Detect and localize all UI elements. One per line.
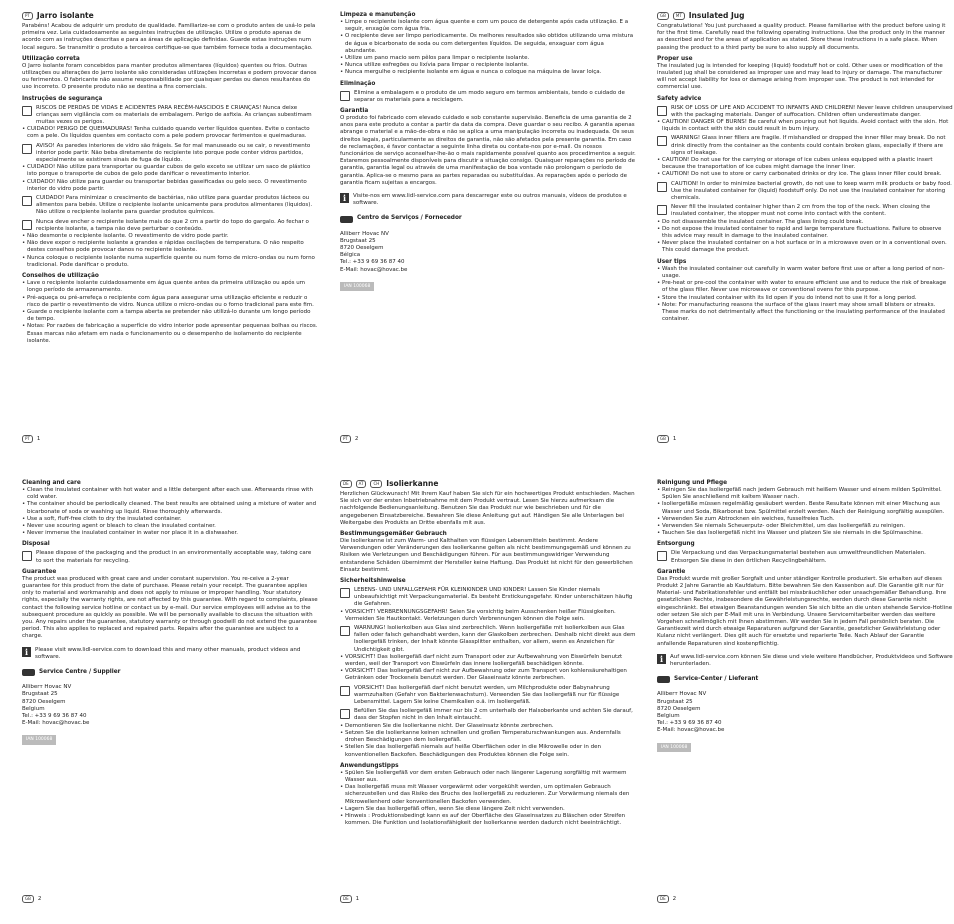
safety-list: • CUIDADO! PERIGO DE QUEIMADURAS! Tenha cuidado quando verter líquidos quentes. Evite o contacto com a pele. Os líquidos quentes em contacto com a pele podem provocar ferimentos e queimaduras. bbox=[22, 126, 318, 140]
ian-label: IAN 100068 bbox=[22, 735, 56, 744]
child-warning-icon bbox=[22, 106, 32, 116]
section-heading: Anwendungstipps bbox=[340, 762, 399, 769]
section-heading: Sicherheitshinweise bbox=[340, 578, 406, 585]
section-heading: Garantie bbox=[657, 568, 686, 575]
warning-item: RISK OF LOSS OF LIFE AND ACCIDENT TO INFANTS AND CHILDREN! Never leave children unsupervised with the packaging materials. Danger of suffocation. Children often underestimate danger. bbox=[657, 105, 953, 119]
lang-badge: DE bbox=[340, 480, 352, 488]
fill-level-icon bbox=[657, 205, 667, 215]
section-heading: User tips bbox=[657, 258, 687, 265]
phone-icon bbox=[340, 216, 353, 223]
safety-list: • CUIDADO! Não utilize para transportar ou guardar cubos de gelo exceto se utilizar um saco de plástico isto porque o transporte de cubos de gelo pode danificar o revestimento interior. • CUIDADO! Não utilize para guardar ou transportar bebidas gaseificadas ou gelo seco. O revestimento interior do vidro pode partir. bbox=[22, 164, 318, 193]
intro-text: Parabéns! Acabou de adquirir um produto de qualidade. Familiarize-se com o produto antes de usá-lo pela primeira vez. Leia cuidadosamente as seguintes instruções de utilização. Utilize o produto apenas de acordo com as instruções descritas e para as áreas de aplicação definidas. Guarde estas instruções num local seguro. Se transmitir o produto a terceiros certifique-se que também fornece toda a documentação. bbox=[22, 23, 316, 51]
info-icon: i bbox=[657, 654, 666, 664]
tips-list: • Wash the insulated container out carefully in warm water before first use or after a long period of non-usage. • Pre-heat or pre-cool the container with water to ensure efficient use and to reduce the risk of breakage of the glass filler. Never use microwave or conventional ovens for this purpose. • Store the insulated container with its lid open if you do intend not to use it for a long period. • Note: For manufacturing reasons the surface of the glass insert may show small blisters or streaks. These marks do not detrimentally affect the functioning or the insulating performance of the insulated container. bbox=[657, 266, 953, 324]
lang-badge: MT bbox=[673, 12, 685, 20]
page-gb-2 bbox=[22, 480, 318, 745]
page-number: DE 1 bbox=[340, 895, 359, 903]
proper-use-text: O Jarro isolante foram concebidos para manter produtos alimentares (líquidos) quentes ou frios. Outras utilizações ou alterações do jarro isolante são consideradas utilizações incorretas e podem provocar danos ou ferimentos. O fabricante não assume responsabilidade por quaisquer perdas ou danos resultantes do uso incorreto. O presente produto não se destina a fins comerciais. bbox=[22, 62, 317, 91]
warning-item: RISCOS DE PERDAS DE VIDAS E ACIDENTES PARA RECÉM-NASCIDOS E CRIANÇAS! Nunca deixe crianças sem vigilância com os materiais de embalagem. Perigo de asfixia. As crianças subestimam muitas vezes os perigos. bbox=[22, 105, 318, 127]
warning-item: Nunca deve encher o recipiente isolante mais do que 2 cm a partir do topo do gargalo. Ao fechar o recipiente isolante, a tampa não deve perturbar o conteúdo. bbox=[22, 219, 318, 233]
page-number: PT 1 bbox=[22, 435, 40, 443]
guarantee-text: O produto foi fabricado com elevado cuidado e sob constante supervisão. Beneficia de uma garantia de 2 anos para este produto a contar a partir da data da compra. Deve guardar o seu recibo. A garantia apenas abrange o material e a mão-de-obra e não se aplica a uma manipulação incorreta ou inadequada. Os seus direitos legais, particularmente as direitos de garantia, não são afetados pela presente garantia. Em caso de reclamações, é favor contactar a seguinte linha direta ou contate-nos por e-mail. Os nossos funcionários de serviço aconselhar-lhe-ão o mais rapidamente possível quanto aos procedimentos a seguir. Estaremos pessoalmente disponíveis para discutir a situação consigo. Quaisquer reparações no período de garantia, garantia legal ou através de uma manifestação de boa vontade não prolongam o período de garantia. Aplica-se o mesmo para as partes reparadas ou substituídas. As reparações após o período de garantia ficam sujeitas a encargos. bbox=[340, 115, 636, 186]
section-heading: Guarantee bbox=[22, 568, 57, 575]
page-header bbox=[657, 12, 953, 20]
lang-badge: GB bbox=[657, 12, 669, 20]
baby-bottle-icon bbox=[657, 182, 667, 192]
page-pt-1 bbox=[22, 12, 318, 345]
disposal-item: Please dispose of the packaging and the product in an environmentally acceptable way, taking care to sort the materials for recycling. bbox=[22, 550, 318, 564]
cleaning-list: • Clean the insulated container with hot water and a little detergent after each use. Afterwards rinse with cold water. • The container should be periodically cleaned. The best results are obtained using a mixture of water and bicarbonate of soda or washing up liquid. Rinse thoroughly afterwards. • Use a soft, fluff-free cloth to dry the insulated container. • Never use scouring agent or bleach to clean the insulated container. • Never immerse the insulated container in water nor place it in a dishwasher. bbox=[22, 487, 318, 537]
baby-bottle-icon bbox=[340, 686, 350, 696]
address-block: Alliberт Hovac NV Brugstaat 25 8720 Oeselgem Belgium Tel.: +33 9 69 36 87 40 E-Mail: hovac@hovac.be bbox=[657, 691, 725, 734]
page-pt-2 bbox=[340, 12, 636, 291]
info-icon: i bbox=[22, 647, 31, 657]
section-heading: Disposal bbox=[22, 541, 50, 548]
lang-badge: AT bbox=[356, 480, 367, 488]
recycle-icon bbox=[657, 551, 667, 561]
section-heading: Eliminação bbox=[340, 80, 376, 87]
guarantee-text: Das Produkt wurde mit großer Sorgfalt und unter ständiger Kontrolle produziert. Sie erhalten auf dieses Produkt 2 Jahre Garantie ab Kaufdatum. Bitte bewahren Sie den Kassenbon auf. Die Garantie gilt nur für Material- und Fabrikationsfehler und entfällt bei missbräuchlicher oder unsachgemäßer Behandlung. Ihre gesetzlichen Rechte, insbesondere die Gewährleistungsrechte, werden durch diese Garantie nicht eingeschränkt. Bei etwaigen Beanstandungen wenden Sie sich bitte an die unten stehende Service-Hotline oder setzen Sie sich per E-Mail mit uns in Verbindung. Unsere Servicemitarbeiter werden das weitere Vorgehen schnellmöglich mit Ihnen abstimmen. Wir werden Sie in jedem Fall persönlich beraten. Die Garantiezeit wird durch etwaige Reparaturen aufgrund der Garantie, gesetzlicher Gewährleistung oder Kulanz nicht verlängert. Dies gilt auch für ersetzte und reparierte Teile. Nach Ablauf der Garantie anfallende Reparaturen sind kostenpflichtig. bbox=[657, 575, 953, 647]
fill-level-icon bbox=[22, 220, 32, 230]
info-box: i Visite-nos em www.lidl-service.com para descarregar este ou outros manuais, vídeos de produtos e software. bbox=[340, 193, 636, 207]
section-heading: Instruções de segurança bbox=[22, 95, 103, 102]
warning-item: AVISO! As paredes interiores de vidro são frágeis. Se for mal manuseado ou se cair, o revestimento interior pode partir. Não beba diretamente do recipiente isto porque pode conter vidros partidos, especialmente se existirem sinais de fuga de líquido. bbox=[22, 143, 318, 165]
page-de-2 bbox=[657, 480, 953, 752]
page-title: Insulated Jug bbox=[688, 11, 745, 20]
intro-text: Congratulations! You just purchased a quality product. Please familiarise with the product before using it for the first time. Carefully read the following operating instructions. Use the product only in the manner as described and for the areas of application as stated. Store these instructions in a safe place. When passing the product to a third party be sure to also supply all documents. bbox=[657, 23, 946, 51]
warning-item: CAUTION! In order to minimize bacterial growth, do not use to keep warm milk products or baby food. Use the insulated container for (liquid) foodstuff only. Do not use the insulated container for storing chemicals. bbox=[657, 181, 953, 203]
safety-list: • VORSICHT! VERBRENNUNGSGEFAHR! Seien Sie vorsichtig beim Ausschenken heißer Flüssigkeiten. Vermeiden Sie Hautkontakt. Verletzungen durch Verbrennungen können die Folge sein. bbox=[340, 609, 636, 623]
safety-list: • Do not disassemble the insulated container. The glass lining could break. • Do not expose the insulated container to rapid and large temperature fluctuations. Failure to observe this advice may result in damage to the insulated container. • Never place the insulated container on a hot surface or in a microwave oven or in a conventional oven. This could damage the product. bbox=[657, 219, 953, 255]
phone-icon bbox=[22, 669, 35, 676]
lang-badge: CH bbox=[370, 480, 382, 488]
ian-label: IAN 100068 bbox=[340, 282, 374, 291]
safety-list: • CAUTION! DANGER OF BURNS! Be careful when pouring out hot liquids. Avoid contact with the skin. Hot liquids in contact with the skin could result in burn injury. bbox=[657, 119, 953, 133]
proper-use-text: The insulated jug is intended for keeping (liquid) foodstuff hot or cold. Other uses or modification of the insulated jug shall be considered as improper use and may lead to injury or damage. The manufacturer will not accept liability for loss or damage arising from improper use. The product is not intended for commercial use. bbox=[657, 62, 943, 91]
glass-warning-icon bbox=[22, 144, 32, 154]
warning-item: VORSICHT! Das Isoliergefäß darf nicht benutzt werden, um Milchprodukte oder Babynahrung warmzuhalten (Gefahr von Bakterienwachstum). Verwenden Sie das Isoliergefäß nur für flüssige Lebensmittel. Lagern Sie keine Chemikalien o.ä. im Isoliergefäß. bbox=[340, 685, 636, 707]
warning-item: Never fill the insulated container higher than 2 cm from the top of the neck. When closing the insulated container, the stopper must not come into contact with the content. bbox=[657, 204, 953, 218]
section-heading: Utilização correta bbox=[22, 55, 80, 62]
page-number: GB 1 bbox=[657, 435, 676, 443]
tips-list: • Lave o recipiente isolante cuidadosamente em água quente antes da primeira utilização ou após um longo período de armazenamento. • Pré-aqueça ou pré-arrefeça o recipiente com água para assegurar uma utilização eficiente e reduzir o risco de partir o revestimento de vidro. Nunca utilize o micro-ondas ou o forno tradicional para este fim. • Guarde o recipiente isolante com a tampa aberta se pretender não utilizá-lo durante um longo período de tempo. • Notas: Por razões de fabricação a superfície do vidro interior pode apresentar pequenas bolhas ou riscos. Essas marcas não afetam em nada o funcionamento ou o desempenho de isolamento do recipiente isolante. bbox=[22, 280, 318, 345]
disposal-item: Die Verpackung und das Verpackungsmaterial bestehen aus umweltfreundlichen Materialen. Entsorgen Sie diese in den örtlichen Recyclingbehältern. bbox=[657, 550, 953, 564]
section-heading: Cleaning and care bbox=[22, 480, 81, 486]
section-heading: Bestimmungsgemäßer Gebrauch bbox=[340, 531, 447, 538]
safety-list: • Não desmonte o recipiente isolante. O revestimento de vidro pode partir. • Não deve expor o recipiente isolante a grandes e rápidas oscilações de temperatura. O não respeito destes conselhos pode provocar danos no recipiente isolante. • Nunca coloque o recipiente isolante numa superfície quente ou num forno de micro-ondas ou num forno tradicional. Pode danificar o produto. bbox=[22, 233, 318, 269]
disposal-item: Elimine a embalagem e o produto de um modo seguro em termos ambientais, tendo o cuidado de separar os materiais para a reciclagem. bbox=[340, 90, 636, 104]
address-block: Alliberг Hovac NV Brugstaat 25 8720 Oeselgem Bélgica Tel.: +33 9 69 36 87 40 E-Mail: hovac@hovac.be bbox=[340, 230, 408, 273]
section-heading: Garantia bbox=[340, 108, 369, 115]
page-number: PT 2 bbox=[340, 435, 358, 443]
page-gb-1 bbox=[657, 12, 953, 323]
cleaning-list: • Limpe o recipiente isolante com água quente e com um pouco de detergente após cada utilização. E a seguir, enxagúe com água fria. • O recipiente deve ser limpo periodicamente. Os melhores resultados são obtidos utilizando uma mistura de água e bicarbonato de soda ou com detergentes líquidos. De seguida, enxaguar com água abundante. • Utilize um pano macio sem pêlos para limpar o recipiente isolante. • Nunca utilize esfregões ou lixívia para limpar o recipiente isolante. • Nunca mergulhe o recipiente isolante em água e nunca o coloque na máquina de lavar loiça. bbox=[340, 19, 636, 77]
phone-icon bbox=[657, 676, 670, 683]
page-title: Jarro isolante bbox=[36, 11, 94, 20]
section-heading: Safety advice bbox=[657, 95, 702, 102]
child-warning-icon bbox=[657, 106, 667, 116]
safety-list: • VORSICHT! Das Isoliergefäß darf nicht zum Transport oder zur Aufbewahrung von Eiswürfeln benutzt werden, weil der Transport von Eiswürfeln das innere Isoliergefäß beschädigen könnte. • VORSICHT! Das Isoliergefäß darf nicht zur Aufbewahrung oder zum Transport von kohlensäurehaltigen Getränken oder Trockeneis benutzt werden. Der Glaseinsatz könnte zerbrechen. bbox=[340, 654, 636, 683]
address-block: Alliberт Hovac NV Brugstaat 25 8720 Oeselgem Belgium Tel.: +33 9 69 36 87 40 E-Mail: hovac@hovac.be bbox=[22, 684, 90, 727]
glass-warning-icon bbox=[340, 626, 350, 636]
guarantee-text: The product was produced with great care and under constant supervision. You re-ceive a 2-year guarantee for this product from the date of purchase. Please retain your receipt. The guarantee applies only to material and workmanship and does not apply to misuse or improper handling. Your statutory rights, especially the warranty rights, are not affected by this guarantee. With regard to complaints, please contact the following service hotline or contact us by e-mail. Our service employees will advise as to the subsequent procedure as quickly as possible. We will be personally available to discuss the situation with you. Any repairs under the guarantee, statutory warranty or through goodwill do not extend the guarantee period. This also applies to replaced and repaired parts. Repairs after the guarantee are subject to a charge. bbox=[22, 575, 318, 640]
warning-item: CUIDADO! Para minimizar o crescimento de bactérias, não utilize para guardar produtos lácteos ou alimentos para bebés. Utilize o recipiente isolante unicamente para produtos alimentares (líquidos). Não utilize o recipiente isolante para guardar produtos químicos. bbox=[22, 195, 318, 217]
section-heading: Proper use bbox=[657, 55, 693, 62]
glass-warning-icon bbox=[657, 136, 667, 146]
safety-list: • Demontieren Sie die Isolierkanne nicht. Der Glaseinsatz könnte zerbrechen. • Setzen Sie die Isolierkanne keinen schnellen und großen Temperaturschwankungen aus. Andernfalls drohen Beschädigungen dem Isoliergefäß. • Stellen Sie das Isoliergefäß niemals auf heiße Oberflächen oder in die Mikrowelle oder in den konventionellen Backofen. Beschädigungen des Produktes können die Folge sein. bbox=[340, 723, 636, 759]
lang-badge: PT bbox=[22, 12, 33, 20]
cleaning-list: • Reinigen Sie das Isoliergefäß nach jedem Gebrauch mit heißem Wasser und einem milden Spülmittel. Spülen Sie anschließend mit kaltem Wasser nach. • Isoliergefäße müssen regelmäßig gesäubert werden. Beste Resultate können mit einer Mischung aus Wasser und Soda, Bikarbonat bzw. Spülmittel erzielt werden. Nach der Reinigung sorgfältig ausspülen. • Verwenden Sie zum Abtrocknen ein weiches, fusselfreies Tuch. • Verwenden Sie niemals Scheuerputz- oder Bleichmittel, um das Isoliergefäß zu reinigen. • Tauchen Sie das Isoliergefäß nicht ins Wasser und platzen Sie sie niemals in die Spülmaschine. bbox=[657, 487, 953, 537]
section-heading: Entsorgung bbox=[657, 541, 695, 548]
section-heading: Limpeza e manutenção bbox=[340, 12, 416, 18]
page-header bbox=[340, 480, 636, 488]
section-heading: Conselhos de utilização bbox=[22, 273, 99, 280]
page-number: GB 2 bbox=[22, 895, 41, 903]
warning-item: LEBENS- UND UNFALLGEFAHR FÜR KLEINKINDER UND KINDER! Lassen Sie Kinder niemals unbeaufsichtigt mit Verpackungsmaterial. Es besteht Erstickungsgefahr. Kinder unterschätzen häufig die Gefahren. bbox=[340, 587, 636, 609]
service-heading: Service Centre / Supplier bbox=[22, 669, 318, 676]
page-number: DE 2 bbox=[657, 895, 676, 903]
info-box: i Auf www.lidl-service.com können Sie diese und viele weitere Handbücher, Produktvideos und Software herunterladen. bbox=[657, 654, 953, 668]
page-header bbox=[22, 12, 318, 20]
fill-level-icon bbox=[340, 709, 350, 719]
recycle-icon bbox=[22, 551, 32, 561]
section-heading: Reinigung und Pflege bbox=[657, 480, 728, 486]
ian-label: IAN 100068 bbox=[657, 743, 691, 752]
page-title: Isolierkanne bbox=[386, 479, 439, 488]
warning-item: WARNING! Glass inner fillers are fragile. If mishandled or dropped the inner filler may break. Do not drink directly from the container as the contents could contain broken glass, especially if there are signs of leakage. bbox=[657, 135, 953, 157]
service-heading: Centro de Serviços / Fornecedor bbox=[340, 215, 636, 222]
warning-item: Befüllen Sie das Isoliergefäß immer nur bis 2 cm unterhalb der Halsoberkante und achten Sie darauf, dass der Stopfen nicht in den Inhalt eintaucht. bbox=[340, 708, 636, 722]
tips-list: • Spülen Sie Isoliergefäß vor dem ersten Gebrauch oder nach längerer Lagerung sorgfältig mit warmem Wasser aus. • Das Isoliergefäß muss mit Wasser vorgewärmt oder vorgekühlt werden, um optimalen Gebrauch sicherzustellen und das Risiko des Bruchs des Isoliergefäß zu reduzieren. Zur Vorwärmung niemals den Mikrowellenherd oder konventionellen Backofen verwenden. • Lagern Sie das Isoliergefäß offen, wenn Sie diese längere Zeit nicht verwenden. • Hinweis : Produktionsbedingt kann es auf der Oberfläche des Glaseinsatzes zu Bläschen oder Streifen kommen. Die Funktion und Isolationsfähigkeit der Isolierkanne werden dadurch nicht beeinträchtigt. bbox=[340, 770, 636, 828]
warning-item: WARNUNG! Isolierkolben aus Glas sind zerbrechlich. Wenn Isoliergefäße mit Isolierkolben aus Glas fallen oder falsch gehandhabt werden, kann der Glaskolben zerbrechen. Deshalb nicht direkt aus dem Isoliergefäß trinken, der Inhalt könnte Glassplitter enthalten, vor allem, wenn es Anzeichen für Undichtigkeit gibt. bbox=[340, 625, 636, 654]
child-warning-icon bbox=[340, 588, 350, 598]
info-box: i Please visit www.lidl-service.com to download this and many other manuals, product videos and software. bbox=[22, 647, 318, 661]
baby-bottle-icon bbox=[22, 196, 32, 206]
page-de-1 bbox=[340, 480, 636, 827]
intro-text: Herzlichen Glückwunsch! Mit Ihrem Kauf haben Sie sich für ein hochwertiges Produkt entschieden. Machen Sie sich vor der ersten Inbetriebnahme mit dem Produkt vertraut. Lesen Sie hierzu aufmerksam die nachfolgende Bedienungsanleitung. Benutzen Sie das Produkt nur wie beschrieben und für die angegebenen Einsatzbereiche. Bewahren Sie diese Anleitung gut auf. Händigen Sie alle Unterlagen bei Weitergabe des Produkts an Dritte ebenfalls mit aus. bbox=[340, 491, 635, 526]
safety-list: • CAUTION! Do not use for the carrying or storage of ice cubes unless equipped with a plastic insert because the transportation of ice cubes might damage the inner liner. • CAUTION! Do not use to store or carry carbonated drinks or dry ice. The glass inner filler could break. bbox=[657, 157, 953, 179]
service-heading: Service-Center / Lieferant bbox=[657, 676, 953, 683]
info-icon: i bbox=[340, 193, 349, 203]
recycle-icon bbox=[340, 91, 350, 101]
proper-use-text: Die Isolierkanne ist zum Warm- und Kalthalten von flüssigen Lebensmitteln bestimmt. Andere Verwendungen oder Veränderungen des Isolierkanne gelten als nicht bestimmungsgemäß und können zu Risiken wie Verletzungen und Beschädigungen führen. Für aus bestimmungswidriger Verwendung entstandene Schäden übernimmt der Hersteller keine Haftung. Das Produkt ist nicht für den gewerblichen Einsatz bestimmt. bbox=[340, 538, 633, 573]
